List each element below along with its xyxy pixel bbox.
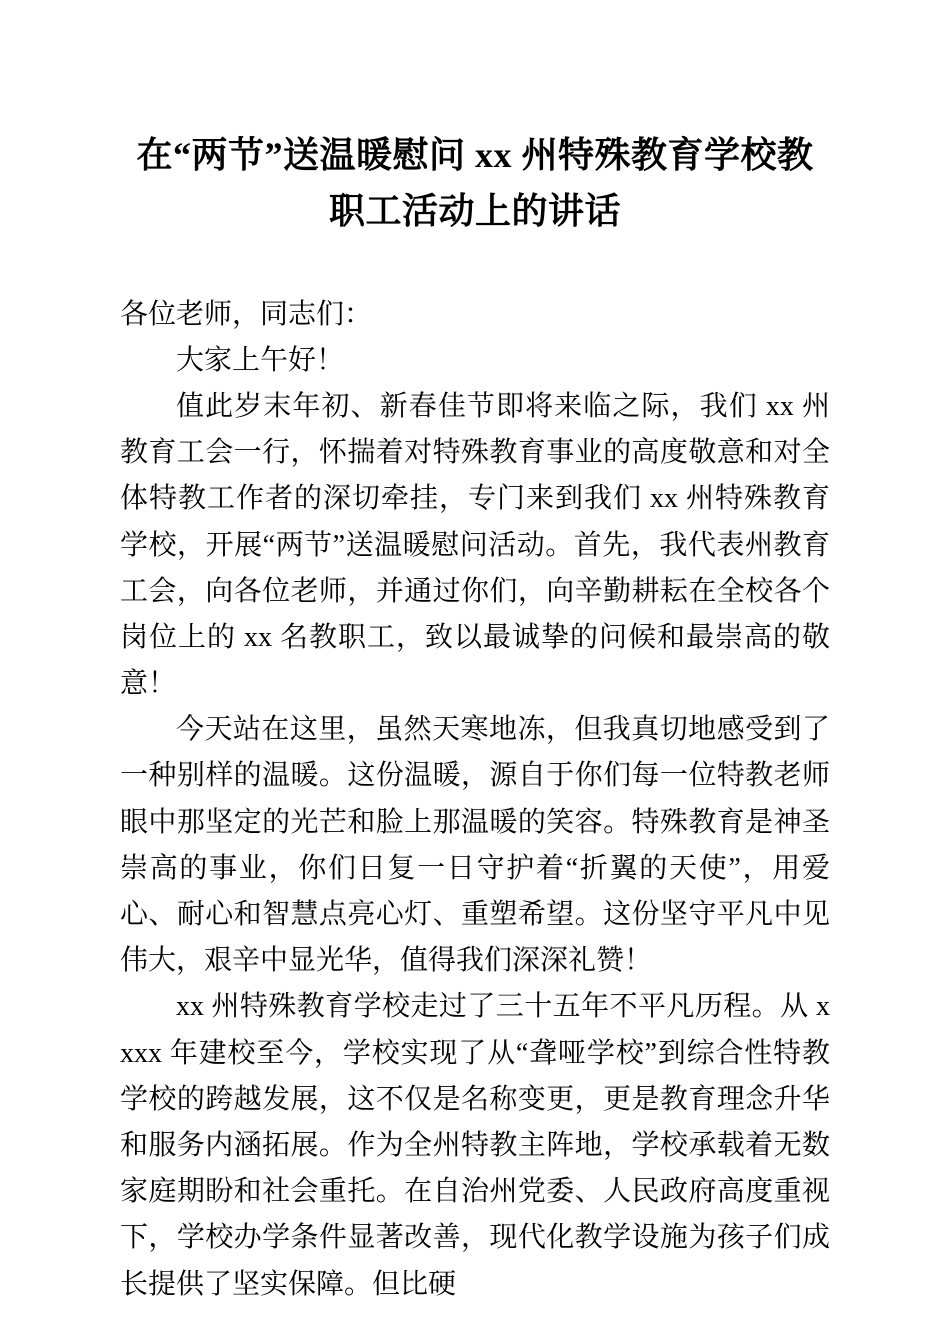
paragraph: 今天站在这里，虽然天寒地冻，但我真切地感受到了一种别样的温暖。这份温暖，源自于你们每一位特教老师眼中那坚定的光芒和脸上那温暖的笑容。特殊教育是神圣崇高的事业，你们日复一日守护着“折翼的天使”，用爱心、耐心和智慧点亮心灯、重塑希望。这份坚守平凡中见伟大，艰辛中显光华，值得我们深深礼赞！ [120,714,830,977]
paragraph: xx 州特殊教育学校走过了三十五年不平凡历程。从 xxxx 年建校至今，学校实现了从“聋哑学校”到综合性特教学校的跨越发展，这不仅是名称变更，更是教育理念升华和服务内涵拓展。作为全州特教主阵地，学校承载着无数家庭期盼和社会重托。在自治州党委、人民政府高度重视下，学校办学条件显著改善，现代化教学设施为孩子们成长提供了坚实保障。但比硬 [120,991,830,1300]
paragraph: 大家上午好！ [176,344,345,376]
paragraph: 值此岁末年初、新春佳节即将来临之际，我们 xx 州教育工会一行，怀揣着对特殊教育事业的高度敬意和对全体特教工作者的深切牵挂，专门来到我们 xx 州特殊教育学校，开展“两节”送温暖慰问活动。首先，我代表州教育工会，向各位老师，并通过你们，向辛勤耕耘在全校各个岗位上的 xx 名教职工，致以最诚挚的问候和最崇高的敬意！ [120,390,830,700]
document-body [120,292,830,1308]
paragraph: 各位老师，同志们： [120,298,373,330]
document-title [120,128,830,240]
title-line: 在“两节”送温暖慰问 xx 州特殊教育学校教 [136,135,814,175]
title-line: 职工活动上的讲话 [328,190,621,231]
